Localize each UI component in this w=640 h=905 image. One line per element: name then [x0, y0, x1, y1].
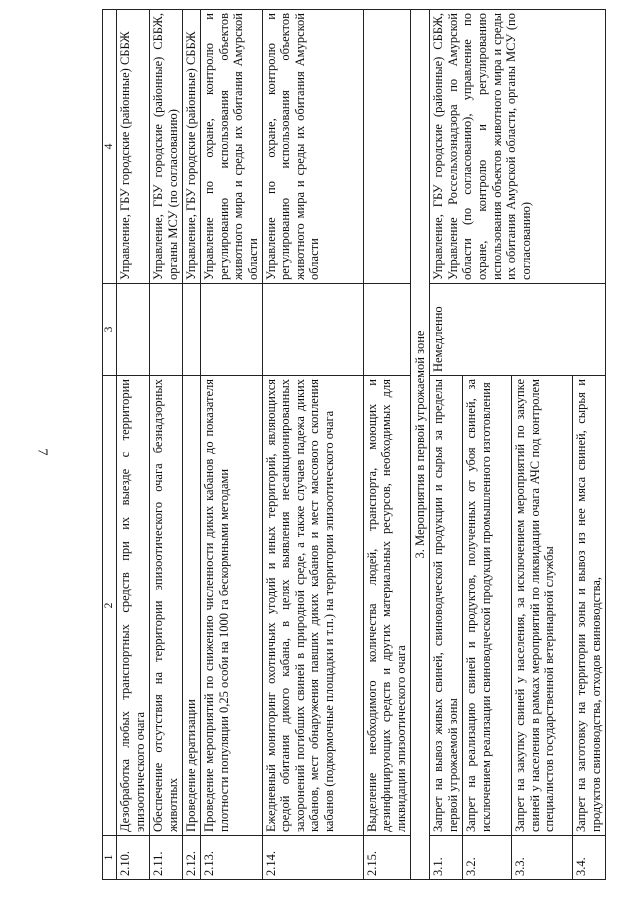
term-cell: [201, 284, 263, 376]
section-title: 3. Мероприятия в первой угрожаемой зоне: [410, 10, 430, 880]
row-number: 2.13.: [201, 836, 263, 880]
executor-cell: Управление, ГБУ городские (районные) СББЖ, органы МСУ (по согласованию): [150, 10, 183, 284]
page-number: 7: [34, 448, 50, 456]
section-row: [410, 10, 430, 880]
rotated-table-container: [102, 10, 640, 880]
row-number: 2.11.: [150, 836, 183, 880]
executor-cell: Управление, ГБУ городские (районные) СББЖ: [183, 10, 201, 284]
table-row: [183, 10, 201, 880]
table-header-row: [103, 10, 117, 880]
measures-table: [102, 9, 606, 880]
measure-cell: Запрет на реализацию свиней и продуктов, полученных от убоя свиней, за исключением реализации свиноводческой продукции промышленного изготовления: [463, 376, 512, 836]
executor-cell: Управление по охране, контролю и регулированию использования объектов животного мира и среды их обитания Амурской области: [201, 10, 263, 284]
measure-cell: Запрет на закупку свиней у населения, за исключением мероприятий по закупке свиней у населения в рамках мероприятий по ликвидации очага АЧС под контролем специалистов государственной ветеринарной службы: [512, 376, 573, 836]
term-cell: [183, 284, 201, 376]
row-number: 2.10.: [117, 836, 150, 880]
measure-cell: Ежедневный мониторинг охотничьих угодий и иных территорий, являющихся средой обитания дикого кабана, в целях выявления несанкционированных захоронений погибших свиней в природной среде, а также случаев падежа диких кабанов, мест обнаружения павших диких кабанов и мест массового скопления кабанов (подкормочные площадки и т.п.) на территории эпизоотического очага: [262, 376, 363, 836]
term-cell: [262, 284, 363, 376]
row-number: 3.4.: [573, 836, 606, 880]
row-number: 2.12.: [183, 836, 201, 880]
row-number: 3.3.: [512, 836, 573, 880]
measure-cell: Выделение необходимого количества людей, транспорта, моющих и дезинфицирующих средств и других материальных ресурсов, необходимых для ликвидации эпизоотического очага: [363, 376, 410, 836]
row-number: 2.15.: [363, 836, 410, 880]
executor-cell: Управление по охране, контролю и регулированию использования объектов животного мира и среды их обитания Амурской области: [262, 10, 363, 284]
row-number: 2.14.: [262, 836, 363, 880]
table-row: [201, 10, 263, 880]
measure-cell: Обеспечение отсутствия на территории эпизоотического очага безнадзорных животных: [150, 376, 183, 836]
measure-cell: Запрет на вывоз живых свиней, свиноводческой продукции и сырья за пределы первой угрожаемой зоны: [430, 376, 463, 836]
header-cell: 4: [103, 10, 117, 284]
header-cell: 2: [103, 376, 117, 836]
executor-cell: Управление, ГБУ городские (районные) СББЖ, Управление Россельхознадзора по Амурской области (по согласованию), управление по охране, контролю и регулированию использования объектов животного мира и среды их обитания Амурской области, органы МСУ (по согласованию): [430, 10, 606, 284]
measure-cell: Проведение мероприятий по снижению численности диких кабанов до показателя плотности популяции 0,25 особи на 1000 га бескормными методами: [201, 376, 263, 836]
table-row: [150, 10, 183, 880]
measure-cell: Дезобработка любых транспортных средств при их выезде с территории эпизоотического очага: [117, 376, 150, 836]
table-row: [117, 10, 150, 880]
term-cell: [363, 284, 410, 376]
term-cell: Немедленно: [430, 284, 606, 376]
measure-cell: Запрет на заготовку на территории зоны и вывоз из нее мяса свиней, сырья и продуктов свиноводства, отходов свиноводства,: [573, 376, 606, 836]
executor-cell: [363, 10, 410, 284]
executor-cell: Управление, ГБУ городские (районные) СББЖ: [117, 10, 150, 284]
term-cell: [150, 284, 183, 376]
header-cell: 1: [103, 836, 117, 880]
row-number: 3.2.: [463, 836, 512, 880]
measure-cell: Проведение дератизации: [183, 376, 201, 836]
term-cell: [117, 284, 150, 376]
table-row: [430, 10, 463, 880]
header-cell: 3: [103, 284, 117, 376]
table-row: [363, 10, 410, 880]
table-row: [262, 10, 363, 880]
row-number: 3.1.: [430, 836, 463, 880]
